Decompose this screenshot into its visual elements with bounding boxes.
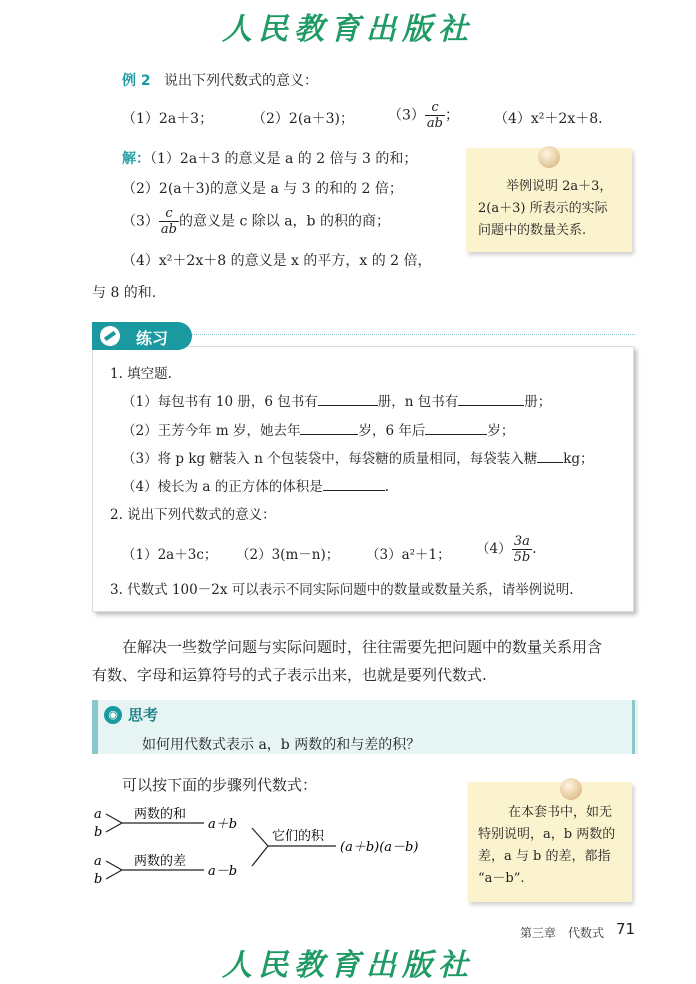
exercise-q1-item-1 xyxy=(122,390,551,410)
diff-label: 两数的差 xyxy=(134,854,187,869)
frac-numerator: c xyxy=(425,100,445,116)
product-result: (a＋b)(a－b) xyxy=(340,840,419,855)
frac-denominator: ab xyxy=(426,116,443,131)
diff-expr: a－b xyxy=(208,864,238,879)
q1-1-c: 册； xyxy=(524,394,552,410)
sum-expr: a＋b xyxy=(208,817,238,832)
steps-note-line-2: 特别说明，a，b 两数的 xyxy=(478,827,616,842)
footer-chapter: 第三章 代数式 xyxy=(520,926,605,940)
example-heading xyxy=(122,70,318,90)
sum-label: 两数的和 xyxy=(134,807,187,822)
answer-blank[interactable] xyxy=(300,422,358,435)
exercise-q1-item-4 xyxy=(122,475,389,495)
answer-blank[interactable] xyxy=(318,393,378,406)
solution-line-2: （2）2(a＋3)的意义是 a 与 3 的和的 2 倍； xyxy=(122,181,403,197)
q1-1-b: 册，n 包书有 xyxy=(377,394,459,410)
exercise-tab xyxy=(92,322,192,350)
steps-note-line-4: “a－b”. xyxy=(478,871,525,886)
fraction-c-over-ab xyxy=(425,100,445,131)
exercise-q1: 1. 填空题. xyxy=(110,366,172,382)
q1-2-b: 岁，6 年后 xyxy=(358,423,426,439)
exercise-tab-label: 练习 xyxy=(136,329,169,348)
frac-denominator-5b: 5b xyxy=(513,550,531,565)
solution-label: 解： xyxy=(122,151,150,167)
diff-branch-top xyxy=(106,861,122,870)
q2-item-2: （2）3(m－n)； xyxy=(236,547,340,563)
example-item-4: （4）x²＋2x＋8. xyxy=(494,111,603,127)
think-heading xyxy=(104,704,158,725)
steps-diagram xyxy=(92,800,462,890)
lightbulb-icon: ◉ xyxy=(104,706,122,724)
solution-line-3 xyxy=(122,206,390,237)
q2-item-4-end: . xyxy=(532,541,537,557)
example-label: 例 2 xyxy=(122,73,151,89)
think-box-right-border xyxy=(632,700,635,754)
sticky-note-steps xyxy=(468,782,632,902)
diagram-a2: a xyxy=(94,854,102,869)
solution-line-1 xyxy=(122,148,417,168)
exercise-q2: 2. 说出下列代数式的意义： xyxy=(110,507,276,523)
pin-icon xyxy=(538,146,560,168)
q1-2-a: （2）王芳今年 m 岁，她去年 xyxy=(122,423,301,439)
body-para-line-1: 在解决一些数学问题与实际问题时，往往需要先把问题中的数量关系用含 xyxy=(122,638,603,656)
think-title: 思考 xyxy=(128,706,159,724)
solution-text-1: （1）2a＋3 的意义是 a 的 2 倍与 3 的和； xyxy=(150,151,418,167)
solution-line-4: （4）x²＋2x＋8 的意义是 x 的平方，x 的 2 倍， xyxy=(122,253,432,269)
frac-numerator-3a: 3a xyxy=(512,534,533,550)
page-number: 71 xyxy=(616,920,636,938)
solution-line-5: 与 8 的和. xyxy=(92,285,157,301)
frac-denominator-2: ab xyxy=(160,222,177,237)
q2-item-1: （1）2a＋3c； xyxy=(122,547,218,563)
pin-icon xyxy=(560,778,582,800)
answer-blank[interactable] xyxy=(537,450,563,463)
example-item-3-end: ； xyxy=(445,107,459,124)
example-item-3-num: （3） xyxy=(388,107,425,124)
frac-numerator-2: c xyxy=(159,206,179,222)
diff-branch-bottom xyxy=(106,870,122,879)
steps-note-line-3: 差，a 与 b 的差，都指 xyxy=(478,849,611,864)
diagram-b1: b xyxy=(94,825,103,840)
body-para-line-2: 有数、字母和运算符号的式子表示出来，也就是要列代数式. xyxy=(92,666,487,684)
exercise-q3: 3. 代数式 100－2x 可以表示不同实际问题中的数量或数量关系，请举例说明. xyxy=(110,582,574,598)
product-branch-bottom xyxy=(252,846,268,866)
q1-1-a: （1）每包书有 10 册，6 包书有 xyxy=(122,394,318,410)
sum-branch-bottom xyxy=(106,823,122,832)
publisher-logo-footer: 人民教育出版社 xyxy=(222,948,474,983)
q1-2-c: 岁； xyxy=(487,423,515,439)
exercise-q1-item-3 xyxy=(122,447,594,467)
example-item-2: （2）2(a＋3)； xyxy=(252,111,354,127)
answer-blank[interactable] xyxy=(425,422,487,435)
solution-line-3-text: 的意义是 c 除以 a，b 的积的商； xyxy=(179,213,390,230)
example-prompt: 说出下列代数式的意义： xyxy=(163,73,318,89)
q1-3-a: （3）将 p kg 糖装入 n 个包装袋中，每袋糖的质量相同，每袋装入糖 xyxy=(122,451,538,467)
sticky-note-example xyxy=(466,148,632,252)
answer-blank[interactable] xyxy=(458,393,524,406)
example-item-3 xyxy=(388,100,459,131)
q1-4-b: . xyxy=(384,479,390,495)
diagram-b2: b xyxy=(94,872,103,887)
q2-item-3: （3）a²＋1； xyxy=(366,547,451,563)
product-branch-top xyxy=(252,828,268,846)
q2-item-4 xyxy=(476,534,536,565)
publisher-logo-header: 人民教育出版社 xyxy=(222,12,474,47)
steps-note-line-1: 在本套书中，如无 xyxy=(508,805,613,820)
exercise-q1-item-2 xyxy=(122,419,514,439)
think-question: 如何用代数式表示 a，b 两数的和与差的积？ xyxy=(142,737,421,753)
product-label: 它们的积 xyxy=(272,829,325,844)
pencil-icon xyxy=(100,326,120,346)
q1-4-a: （4）棱长为 a 的正方体的体积是 xyxy=(122,479,323,495)
note-line-2: 2(a＋3) 所表示的实际 xyxy=(478,201,608,216)
diagram-a1: a xyxy=(94,807,102,822)
steps-intro: 可以按下面的步骤列代数式： xyxy=(122,776,318,794)
fraction-c-over-ab-2 xyxy=(159,206,179,237)
answer-blank[interactable] xyxy=(323,478,385,491)
q1-3-b: kg； xyxy=(563,451,594,467)
example-item-1: （1）2a＋3； xyxy=(122,111,214,127)
solution-line-3-num: （3） xyxy=(122,213,159,230)
sum-branch-top xyxy=(106,814,122,823)
note-line-1: 举例说明 2a＋3， xyxy=(506,179,613,194)
note-line-3: 问题中的数量关系. xyxy=(478,223,587,238)
fraction-3a-over-5b xyxy=(512,534,533,565)
q2-item-4-num: （4） xyxy=(476,541,512,557)
